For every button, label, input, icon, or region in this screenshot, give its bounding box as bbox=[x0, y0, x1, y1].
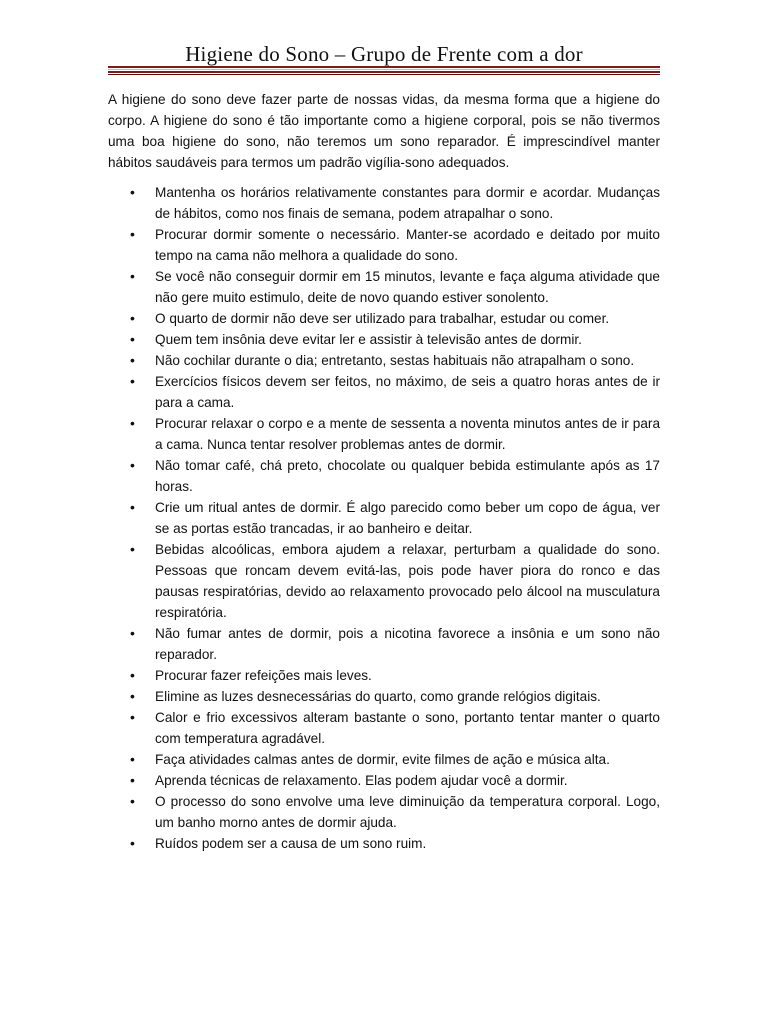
list-item bbox=[108, 413, 660, 455]
header-divider-bottom bbox=[108, 74, 660, 75]
tips-list bbox=[108, 182, 660, 854]
intro-paragraph: A higiene do sono deve fazer parte de nossas vidas, da mesma forma que a higiene do corpo. A higiene do sono é tão importante como a higiene corporal, pois se não tivermos uma boa higiene do sono, não teremos um sono reparador. É imprescindível manter hábitos saudáveis para termos um padrão vigília-sono adequados. bbox=[108, 92, 660, 170]
list-item bbox=[108, 539, 660, 623]
list-item bbox=[108, 791, 660, 833]
bullet-icon: • bbox=[130, 541, 135, 557]
bullet-icon: • bbox=[130, 667, 135, 683]
list-item-text: Procurar dormir somente o necessário. Manter-se acordado e deitado por muito tempo na cama não melhora a qualidade do sono. bbox=[155, 227, 660, 263]
list-item bbox=[108, 182, 660, 224]
list-item-text: O quarto de dormir não deve ser utilizado para trabalhar, estudar ou comer. bbox=[155, 311, 610, 326]
bullet-icon: • bbox=[130, 751, 135, 767]
list-item bbox=[108, 833, 660, 854]
list-item-text: Calor e frio excessivos alteram bastante o sono, portanto tentar manter o quarto com temperatura agradável. bbox=[155, 710, 660, 746]
list-item-text: Aprenda técnicas de relaxamento. Elas podem ajudar você a dormir. bbox=[155, 773, 568, 788]
bullet-icon: • bbox=[130, 268, 135, 284]
bullet-icon: • bbox=[130, 499, 135, 515]
header-divider-secondary bbox=[108, 71, 660, 73]
page-title: Higiene do Sono – Grupo de Frente com a dor bbox=[185, 42, 583, 66]
bullet-icon: • bbox=[130, 415, 135, 431]
bullet-icon: • bbox=[130, 184, 135, 200]
header-divider bbox=[108, 66, 660, 68]
list-item-text: Bebidas alcoólicas, embora ajudem a relaxar, perturbam a qualidade do sono. Pessoas que roncam devem evitá-las, pois pode haver piora do ronco e das pausas respiratórias, devido ao relaxamento provocado pelo álcool na musculatura respiratória. bbox=[155, 542, 660, 620]
list-item-text: Faça atividades calmas antes de dormir, evite filmes de ação e música alta. bbox=[155, 752, 610, 767]
list-item bbox=[108, 455, 660, 497]
list-item bbox=[108, 308, 660, 329]
list-item-text: Ruídos podem ser a causa de um sono ruim. bbox=[155, 836, 427, 851]
list-item bbox=[108, 686, 660, 707]
list-item bbox=[108, 497, 660, 539]
bullet-icon: • bbox=[130, 373, 135, 389]
bullet-icon: • bbox=[130, 352, 135, 368]
list-item bbox=[108, 623, 660, 665]
bullet-icon: • bbox=[130, 457, 135, 473]
list-item-text: Crie um ritual antes de dormir. É algo parecido como beber um copo de água, ver se as portas estão trancadas, ir ao banheiro e deitar. bbox=[155, 500, 660, 536]
bullet-icon: • bbox=[130, 688, 135, 704]
list-item bbox=[108, 665, 660, 686]
bullet-icon: • bbox=[130, 310, 135, 326]
list-item-text: Mantenha os horários relativamente constantes para dormir e acordar. Mudanças de hábitos, como nos finais de semana, podem atrapalhar o sono. bbox=[155, 185, 660, 221]
list-item-text: Procurar fazer refeições mais leves. bbox=[155, 668, 372, 683]
bullet-icon: • bbox=[130, 835, 135, 851]
bullet-icon: • bbox=[130, 625, 135, 641]
list-item-text: Não fumar antes de dormir, pois a nicotina favorece a insônia e um sono não reparador. bbox=[155, 626, 660, 662]
bullet-icon: • bbox=[130, 226, 135, 242]
list-item-text: Se você não conseguir dormir em 15 minutos, levante e faça alguma atividade que não gere muito estimulo, deite de novo quando estiver sonolento. bbox=[155, 269, 660, 305]
list-item bbox=[108, 707, 660, 749]
list-item bbox=[108, 224, 660, 266]
list-item-text: Exercícios físicos devem ser feitos, no máximo, de seis a quatro horas antes de ir para a cama. bbox=[155, 374, 660, 410]
bullet-icon: • bbox=[130, 709, 135, 725]
list-item bbox=[108, 749, 660, 770]
list-item bbox=[108, 371, 660, 413]
list-item bbox=[108, 329, 660, 350]
list-item-text: Quem tem insônia deve evitar ler e assistir à televisão antes de dormir. bbox=[155, 332, 582, 347]
list-item-text: Elimine as luzes desnecessárias do quarto, como grande relógios digitais. bbox=[155, 689, 601, 704]
list-item-text: Não tomar café, chá preto, chocolate ou qualquer bebida estimulante após as 17 horas. bbox=[155, 458, 660, 494]
list-item-text: Procurar relaxar o corpo e a mente de sessenta a noventa minutos antes de ir para a cama. Nunca tentar resolver problemas antes de dormir. bbox=[155, 416, 660, 452]
list-item-text: Não cochilar durante o dia; entretanto, sestas habituais não atrapalham o sono. bbox=[155, 353, 635, 368]
bullet-icon: • bbox=[130, 793, 135, 809]
bullet-icon: • bbox=[130, 772, 135, 788]
list-item bbox=[108, 350, 660, 371]
list-item bbox=[108, 266, 660, 308]
bullet-icon: • bbox=[130, 331, 135, 347]
list-item bbox=[108, 770, 660, 791]
list-item-text: O processo do sono envolve uma leve diminuição da temperatura corporal. Logo, um banho morno antes de dormir ajuda. bbox=[155, 794, 660, 830]
header-divider-light bbox=[108, 69, 660, 70]
